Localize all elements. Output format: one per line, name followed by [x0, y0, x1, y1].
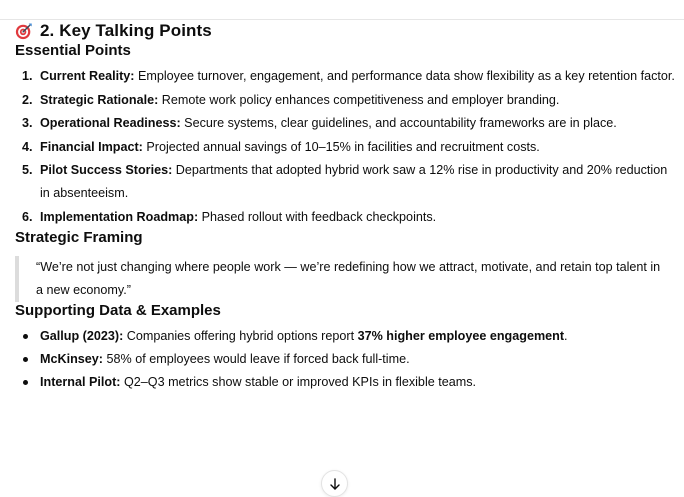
- message-content: [15, 20, 675, 394]
- list-item: [22, 65, 675, 88]
- section-title-text: 2. Key Talking Points: [40, 21, 212, 40]
- list-item-lead: McKinsey:: [40, 351, 103, 366]
- list-number: 6.: [22, 209, 33, 224]
- list-item-lead: Financial Impact:: [40, 139, 143, 154]
- arrow-down-icon: [329, 478, 341, 490]
- list-item-text: Q2–Q3 metrics show stable or improved KPIs in flexible teams.: [123, 374, 477, 389]
- list-item: [22, 136, 675, 159]
- list-item-text: Phased rollout with feedback checkpoints.: [201, 209, 437, 224]
- list-item-text: Projected annual savings of 10–15% in facilities and recruitment costs.: [146, 139, 540, 154]
- list-item: [22, 112, 675, 135]
- list-item-text: Remote work policy enhances competitiveness and employer branding.: [161, 92, 560, 107]
- framing-quote: “We’re not just changing where people work — we’re redefining how we attract, motivate, and retain top talent in a new economy.”: [15, 256, 675, 302]
- list-number: 2.: [22, 92, 33, 107]
- list-number: 1.: [22, 69, 33, 83]
- section-title: [15, 20, 675, 42]
- strategic-framing-heading: Strategic Framing: [15, 228, 143, 246]
- list-item-lead: Strategic Rationale:: [40, 92, 159, 107]
- list-item-text: Departments that adopted hybrid work saw a 12% rise in productivity and 20% reduction in absenteeism.: [40, 163, 668, 200]
- list-number: 3.: [22, 116, 33, 130]
- list-item: [40, 325, 675, 348]
- list-item-lead: Current Reality:: [40, 69, 135, 83]
- list-item: [40, 371, 675, 394]
- list-item-lead: Pilot Success Stories:: [40, 163, 173, 177]
- list-item: [22, 159, 675, 205]
- list-item-lead: Implementation Roadmap:: [40, 209, 199, 224]
- list-item-text: Employee turnover, engagement, and performance data show flexibility as a key retention factor.: [137, 69, 675, 83]
- supporting-data-list: [15, 325, 675, 394]
- list-item-text: Secure systems, clear guidelines, and accountability frameworks are in place.: [184, 116, 617, 130]
- list-item-text: Companies offering hybrid options report: [126, 328, 355, 343]
- list-item-lead: Gallup (2023):: [40, 328, 124, 343]
- list-item-lead: Internal Pilot:: [40, 374, 121, 389]
- target-icon: [15, 22, 33, 40]
- list-item-text: 58% of employees would leave if forced back full-time.: [106, 351, 410, 366]
- essential-points-heading: Essential Points: [15, 42, 131, 59]
- list-item: [22, 206, 675, 229]
- list-item-text-end: .: [564, 328, 568, 343]
- list-item: [22, 89, 675, 112]
- list-number: 4.: [22, 139, 33, 154]
- list-item-lead: Operational Readiness:: [40, 116, 181, 130]
- essential-points-list: [15, 65, 675, 229]
- list-item-emphasis: 37% higher employee engagement: [357, 328, 565, 343]
- supporting-data-heading: Supporting Data & Examples: [15, 301, 221, 319]
- list-item: [40, 348, 675, 371]
- list-number: 5.: [22, 163, 33, 177]
